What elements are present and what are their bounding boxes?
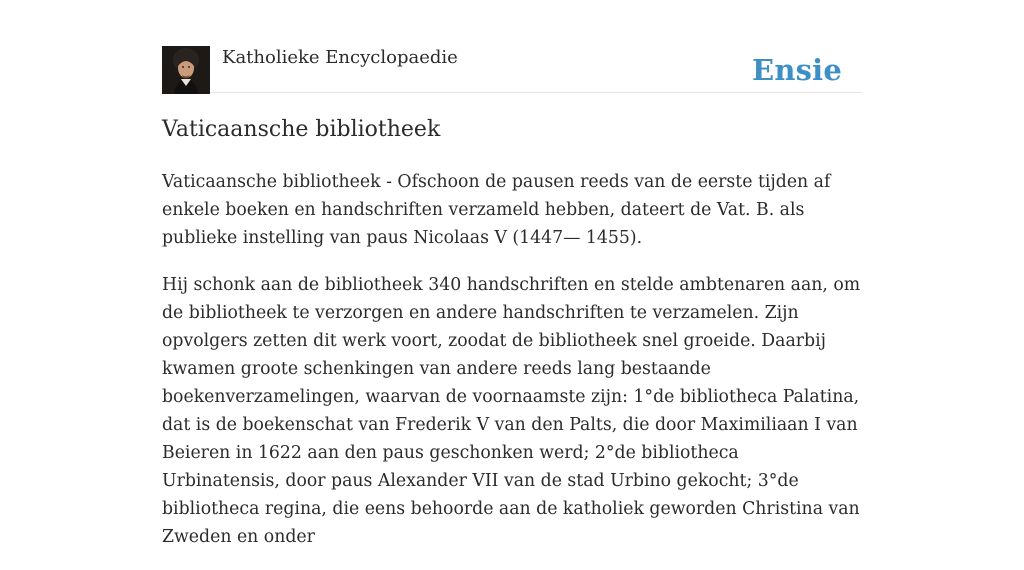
brand-logo[interactable]: Ensie xyxy=(752,53,842,87)
article-title: Vaticaansche bibliotheek xyxy=(162,117,441,142)
article-body xyxy=(162,168,862,570)
portrait-avatar-icon[interactable] xyxy=(162,46,210,94)
article-paragraph: Hij schonk aan de bibliotheek 340 handschriften en stelde ambtenaren aan, om de bibliotheek te verzorgen en andere handschriften te verzamelen. Zijn opvolgers zetten dit werk voort, zoodat de bibliotheek snel groeide. Daarbij kwamen groote schenkingen van andere reeds lang bestaande boekenverzamelingen, waarvan de voornaamste zijn: 1°de bibliotheca Palatina, dat is de boekenschat van Frederik V van den Palts, die door Maximiliaan I van Beieren in 1622 aan den paus geschonken werd; 2°de bibliotheca Urbinatensis, door paus Alexander VII van de stad Urbino gekocht; 3°de bibliotheca regina, die eens behoorde aan de katholiek geworden Christina van Zweden en onder xyxy=(162,275,861,547)
article-paragraph: Vaticaansche bibliotheek - Ofschoon de pausen reeds van de eerste tijden af enkele boeken en handschriften verzameld hebben, dateert de Vat. B. als publieke instelling van paus Nicolaas V (1447— 1455). xyxy=(162,172,831,248)
site-name[interactable]: Katholieke Encyclopaedie xyxy=(222,47,458,68)
site-header xyxy=(162,46,862,93)
